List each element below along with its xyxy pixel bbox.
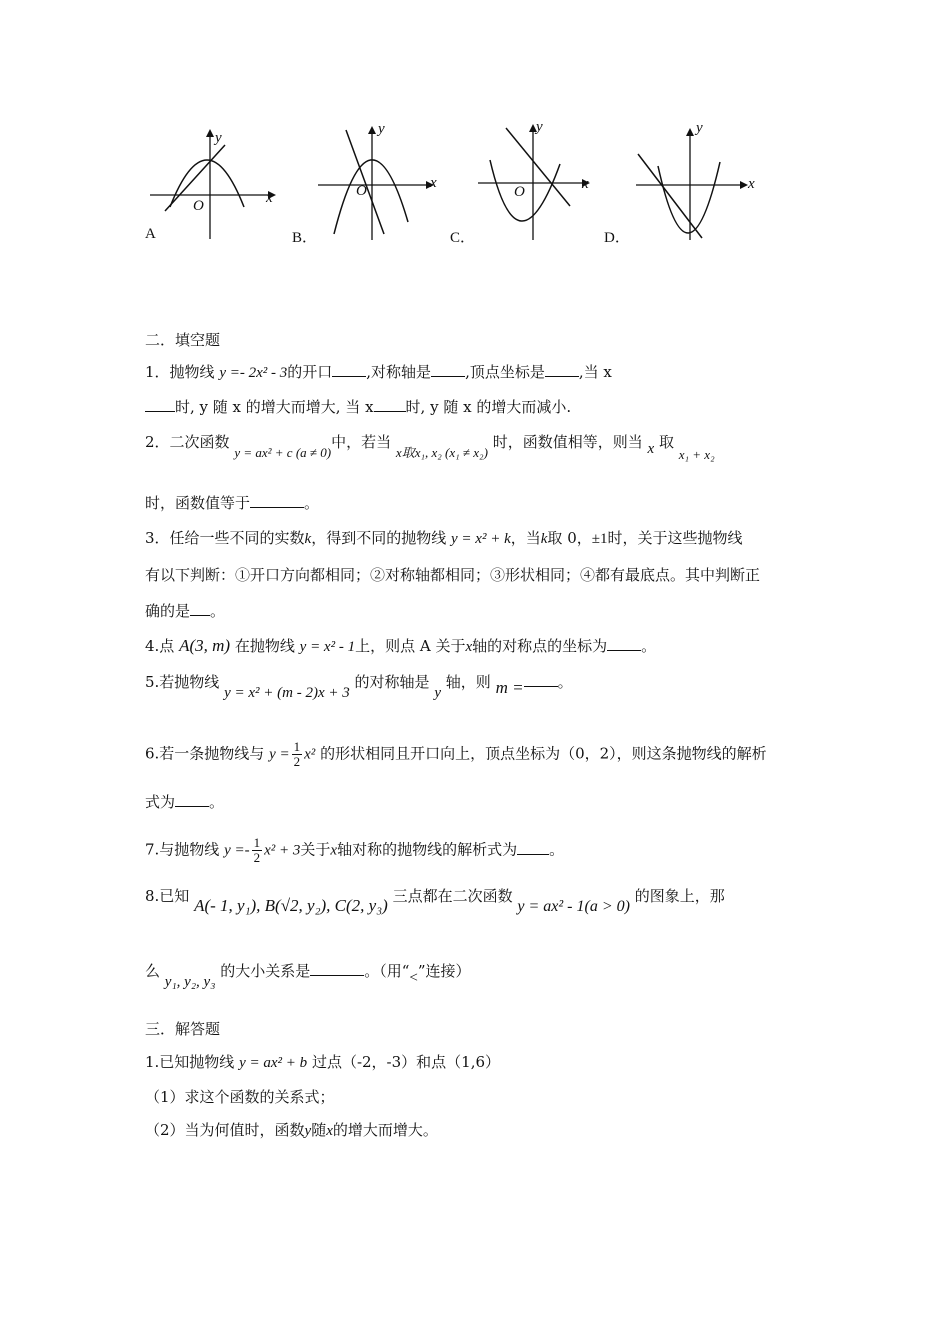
section3-title: 三．解答题 bbox=[145, 1020, 221, 1038]
graph-c-y-label: y bbox=[536, 119, 543, 135]
graph-b-origin: O bbox=[356, 183, 367, 199]
graph-b bbox=[318, 122, 438, 242]
graph-b-y-label: y bbox=[378, 121, 385, 137]
s2-q8-line1: 8.已知 A(- 1, y₁), B(√2, y₂), C(2, y₃) 三点都在二次函数 y = ax² - 1(a > 0) 的图象上，那 bbox=[145, 887, 725, 915]
s2-q3-line3: 确的是 。 bbox=[145, 602, 226, 620]
graph-d-x-label: x bbox=[748, 176, 755, 192]
graph-c-x-label: x bbox=[582, 176, 589, 192]
s2-q6-fraction: $\frac{1}{2}$ bbox=[293, 739, 301, 769]
s2-q7: 7.与抛物线 y =- $\frac{1}{2}$ x² + 3关于x轴对称的抛物线的解析式为 。 bbox=[145, 835, 565, 865]
graph-a-y-label: y bbox=[215, 130, 222, 146]
graph-a-label: A bbox=[145, 226, 156, 242]
s2-q2-line2: 时，函数值等于 。 bbox=[145, 494, 320, 512]
s2-q3-line2: 有以下判断：①开口方向都相同；②对称轴都相同；③形状相同；④都有最底点。其中判断正 bbox=[145, 566, 761, 584]
section2-title: 二．填空题 bbox=[145, 331, 221, 349]
s2-q6-line2: 式为 。 bbox=[145, 793, 225, 811]
s2-q2-line1: 2．二次函数 y = ax² + c (a ≠ 0)中，若当 x取x₁, x₂ (x₁ ≠ x₂) 时，函数值相等，则当 x 取 x₁ + x₂ bbox=[145, 433, 715, 462]
s3-q1-part1: （1）求这个函数的关系式； bbox=[145, 1088, 335, 1106]
s3-q1: 1.已知抛物线 y = ax² + b 过点（-2，-3）和点（1,6） bbox=[145, 1053, 501, 1071]
s2-q5: 5.若抛物线 y = x² + (m - 2)x + 3 的对称轴是 y 轴，则 m = 。 bbox=[145, 673, 573, 701]
s2-q3-line1: 3．任给一些不同的实数k，得到不同的抛物线 y = x² + k，当k取 0，±1时，关于这些抛物线 bbox=[145, 529, 743, 547]
s2-q4: 4.点 A(3, m) 在抛物线 y = x² - 1上，则点 A 关于x轴的对称点的坐标为 。 bbox=[145, 636, 657, 655]
graph-b-x-label: x bbox=[430, 175, 437, 191]
graph-a-origin: O bbox=[193, 198, 204, 214]
graph-a-x-label: x bbox=[266, 190, 273, 206]
graph-d-label: D． bbox=[604, 230, 630, 246]
s2-q1-line1: 1．抛物线 y =- 2x² - 3的开口 ,对称轴是 ,顶点坐标是 ,当 x bbox=[145, 363, 612, 381]
graph-d bbox=[636, 122, 756, 242]
s2-q6-line1: 6.若一条抛物线与 y = $\frac{1}{2}$ x² 的形状相同且开口向上，顶点坐标为（0，2），则这条抛物线的解析 bbox=[145, 739, 767, 769]
graph-d-y-label: y bbox=[696, 120, 703, 136]
s2-q8-line2: 么 y₁, y₂, y₃ 的大小关系是 。（用“<”连接） bbox=[145, 962, 471, 990]
s3-q1-part2: （2）当为何值时，函数y随x的增大而增大。 bbox=[145, 1121, 438, 1139]
graph-c-origin: O bbox=[514, 184, 525, 200]
s2-q7-fraction: $\frac{1}{2}$ bbox=[253, 835, 261, 865]
graph-c bbox=[478, 120, 598, 242]
graph-c-label: C． bbox=[450, 230, 476, 246]
s2-q1-line2: 时, y 随 x 的增大而增大, 当 x 时, y 随 x 的增大而减小. bbox=[145, 397, 571, 417]
graph-b-label: B． bbox=[292, 230, 318, 246]
graph-options bbox=[0, 0, 950, 260]
